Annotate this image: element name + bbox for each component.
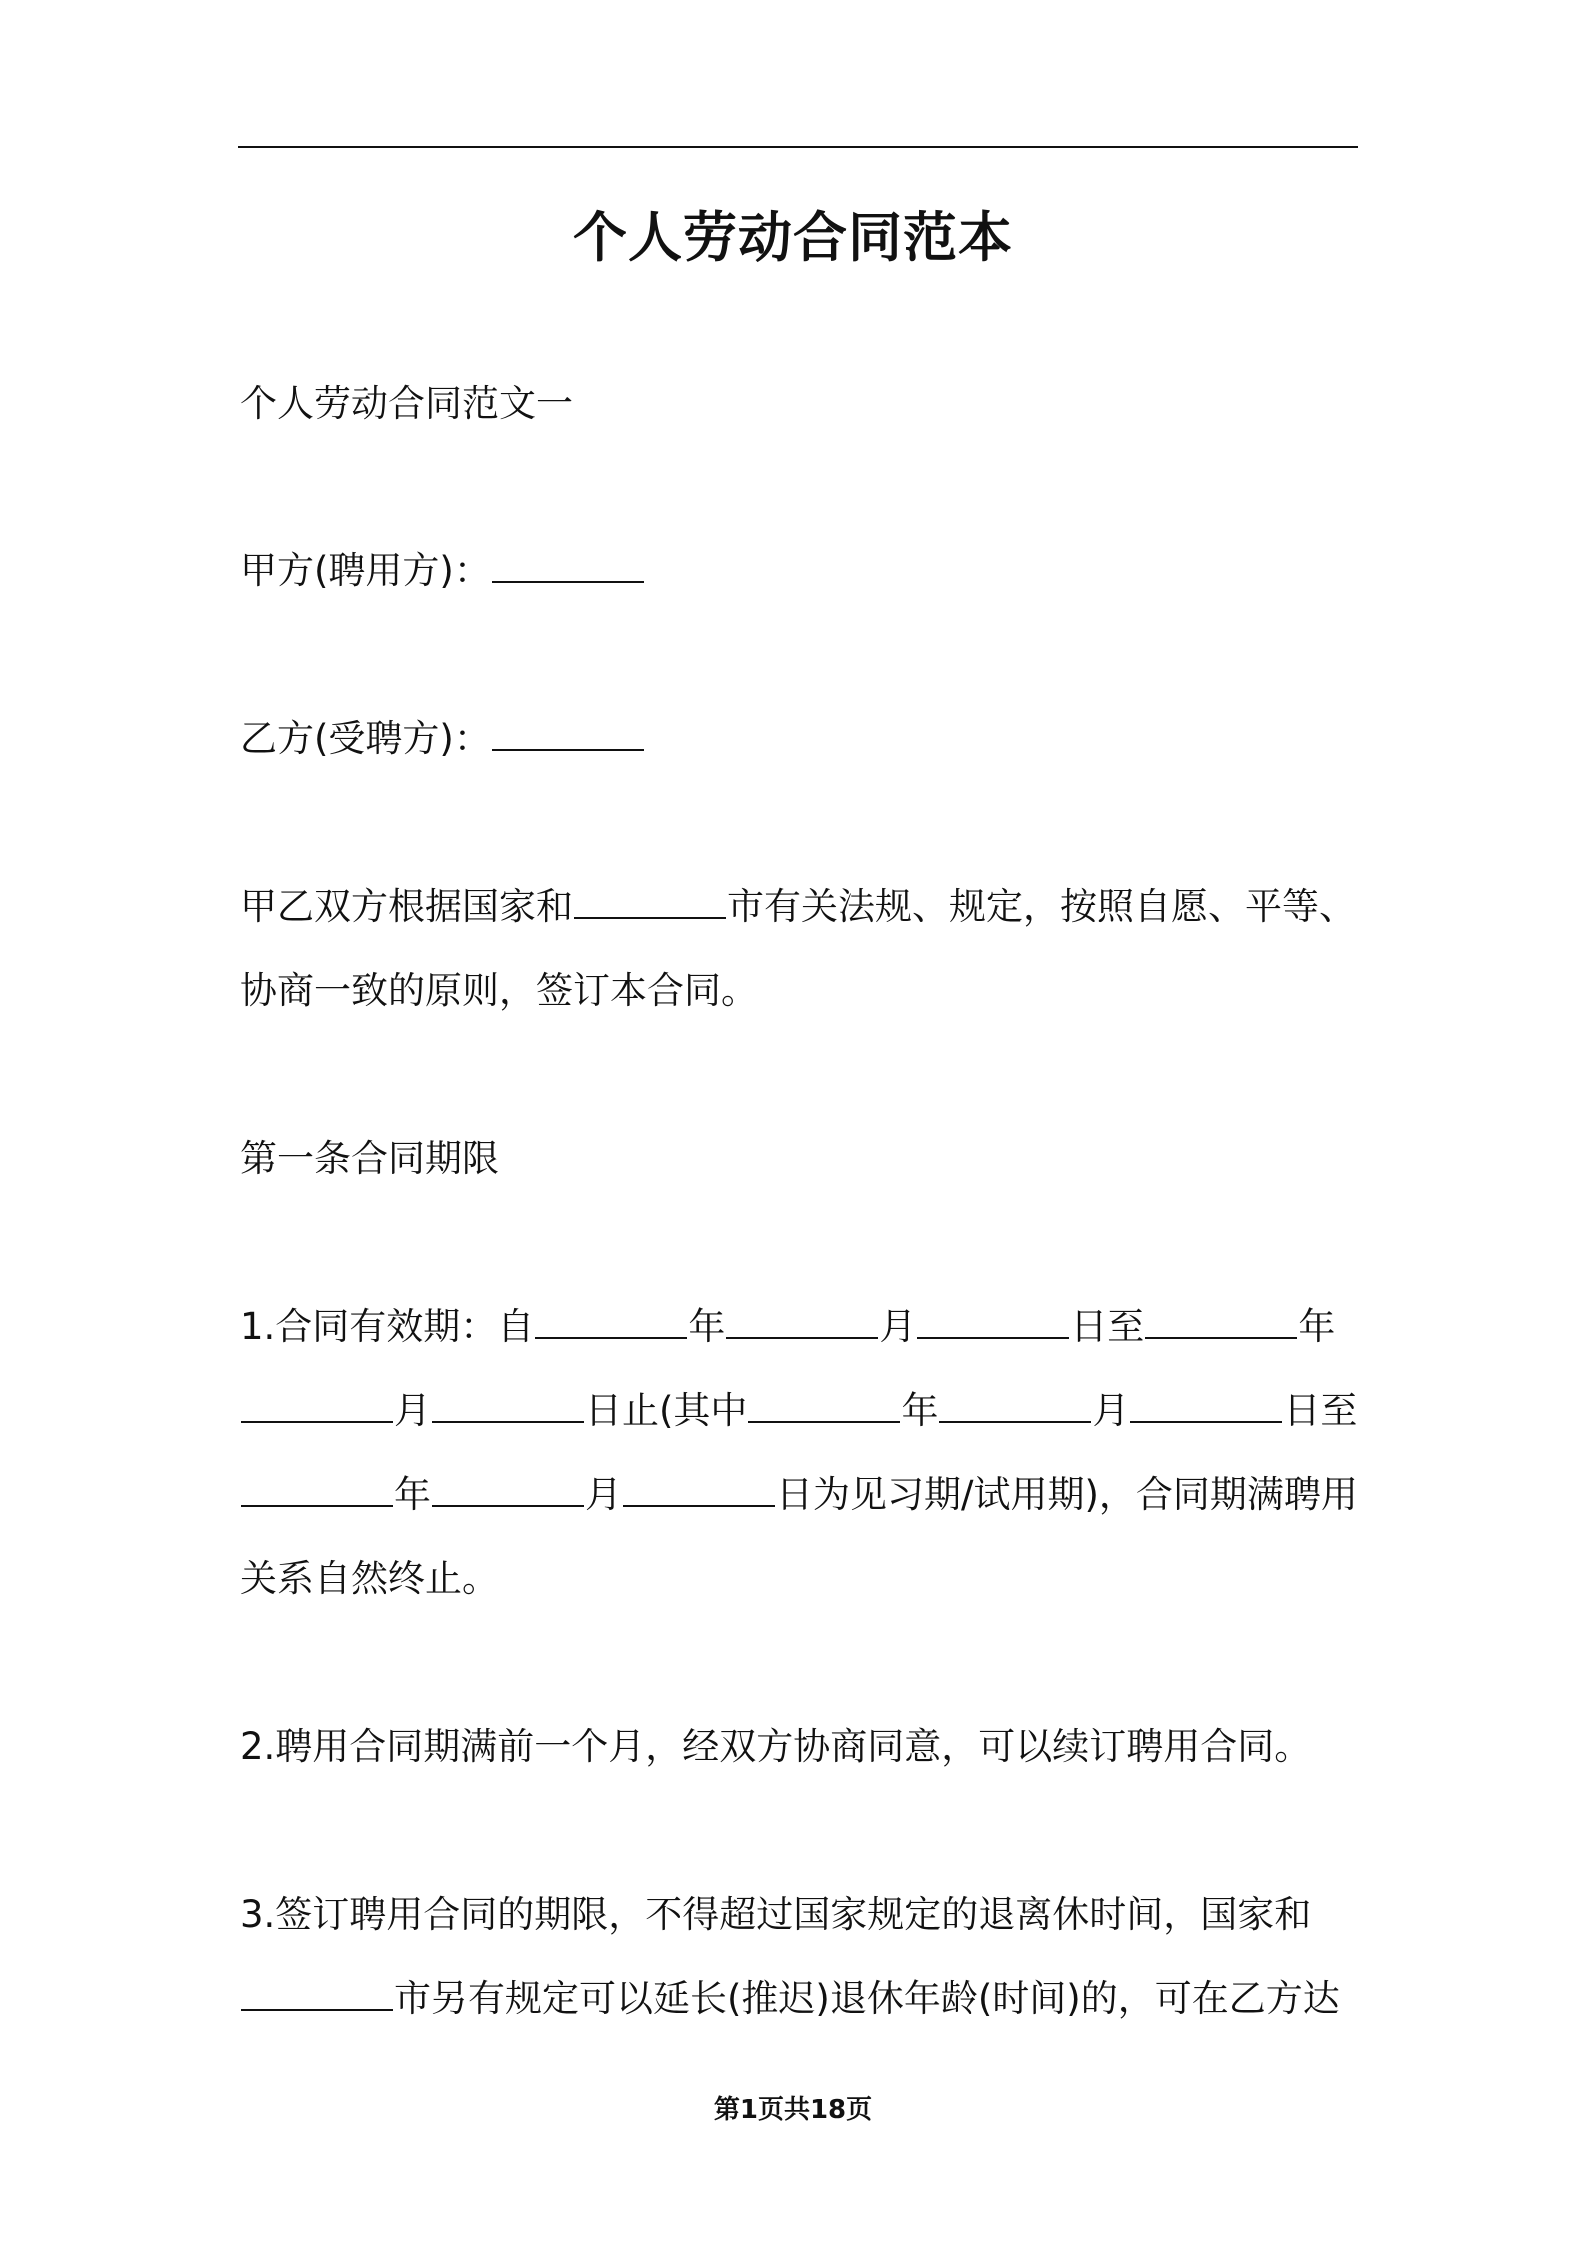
party-a-line (240, 546, 645, 596)
clause-3-line-1: 3.签订聘用合同的期限，不得超过国家规定的退离休时间，国家和 (240, 1893, 1312, 1936)
clause-text: 1.合同有效期：自 (240, 1305, 535, 1348)
city-blank (574, 883, 726, 919)
clause-text: 年 (901, 1389, 939, 1432)
clause-1-line-4: 关系自然终止。 (240, 1557, 499, 1600)
clause-1-line-1 (240, 1302, 1335, 1352)
intro-text: 甲乙双方根据国家和 (240, 885, 573, 928)
party-b-line (240, 714, 645, 764)
date-blank (241, 1387, 393, 1423)
clause-text: 日止(其中 (585, 1389, 748, 1432)
date-blank (726, 1303, 878, 1339)
header-rule (238, 146, 1358, 148)
article-1-heading: 第一条合同期限 (240, 1137, 499, 1180)
date-blank (535, 1303, 687, 1339)
intro-text: 市有关法规、规定，按照自愿、平等、 (727, 885, 1356, 928)
clause-text: 日至 (1283, 1389, 1358, 1432)
page-number: 第1页共18页 (713, 2095, 873, 2125)
party-b-label: 乙方(受聘方)： (240, 717, 491, 760)
date-blank (917, 1303, 1069, 1339)
party-a-blank (492, 547, 644, 583)
city-blank (241, 1975, 393, 2011)
date-blank (748, 1387, 900, 1423)
clause-text: 月 (1092, 1389, 1130, 1432)
document-title: 个人劳动合同范本 (573, 206, 1013, 269)
clause-text: 年 (688, 1305, 726, 1348)
date-blank (432, 1387, 584, 1423)
date-blank (939, 1387, 1091, 1423)
clause-text: 年 (394, 1473, 431, 1516)
clause-1-line-2 (240, 1386, 1357, 1436)
party-b-blank (492, 715, 644, 751)
date-blank (432, 1471, 584, 1507)
clause-text: 月 (879, 1305, 917, 1348)
clause-text: 市另有规定可以延长(推迟)退休年龄(时间)的，可在乙方达 (394, 1977, 1340, 2020)
clause-text: 日至 (1070, 1305, 1145, 1348)
clause-3-line-2 (240, 1974, 1340, 2024)
date-blank (1145, 1303, 1297, 1339)
clause-text: 月 (394, 1389, 431, 1432)
clause-text: 年 (1298, 1305, 1336, 1348)
document-subtitle: 个人劳动合同范文一 (240, 382, 573, 425)
clause-text: 日为见习期/试用期)，合同期满聘用 (776, 1473, 1358, 1516)
intro-line-2: 协商一致的原则，签订本合同。 (240, 969, 758, 1012)
date-blank (623, 1471, 775, 1507)
clause-text: 月 (585, 1473, 622, 1516)
date-blank (241, 1471, 393, 1507)
clause-2: 2.聘用合同期满前一个月，经双方协商同意，可以续订聘用合同。 (240, 1725, 1312, 1768)
date-blank (1130, 1387, 1282, 1423)
intro-line-1 (240, 882, 1356, 932)
party-a-label: 甲方(聘用方)： (240, 549, 491, 592)
clause-1-line-3 (240, 1470, 1358, 1520)
